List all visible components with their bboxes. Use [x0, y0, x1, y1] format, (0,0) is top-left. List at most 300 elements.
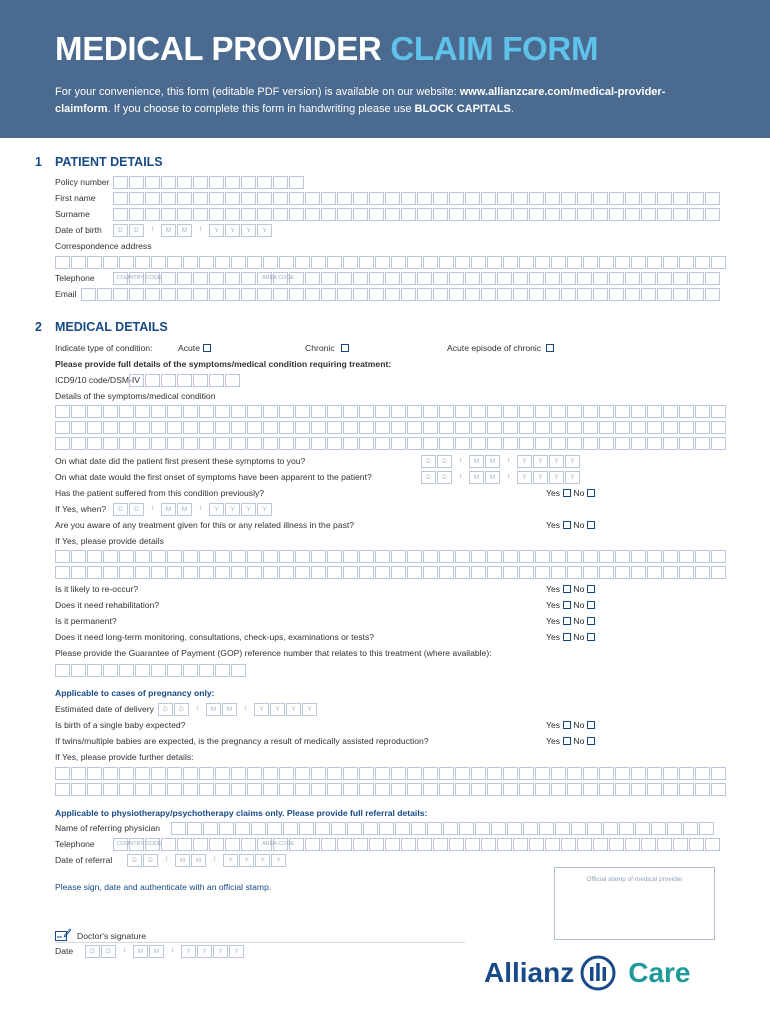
date-digit-box[interactable]: D — [129, 503, 144, 516]
char-box[interactable] — [417, 288, 432, 301]
char-box[interactable] — [673, 288, 688, 301]
char-box[interactable] — [625, 192, 640, 205]
char-box[interactable] — [337, 192, 352, 205]
char-box[interactable] — [695, 421, 710, 434]
char-box[interactable] — [519, 256, 534, 269]
char-box[interactable] — [295, 405, 310, 418]
acute-checkbox[interactable] — [203, 344, 211, 352]
char-box[interactable] — [119, 437, 134, 450]
char-box[interactable] — [103, 566, 118, 579]
char-box[interactable] — [209, 176, 224, 189]
char-box[interactable] — [545, 208, 560, 221]
date-digit-box[interactable]: Y — [197, 945, 212, 958]
char-box[interactable] — [503, 783, 518, 796]
char-box[interactable] — [129, 288, 144, 301]
char-box[interactable] — [699, 822, 714, 835]
char-box[interactable] — [465, 192, 480, 205]
char-box[interactable] — [529, 288, 544, 301]
char-box[interactable] — [167, 566, 182, 579]
char-box[interactable] — [539, 822, 554, 835]
char-box[interactable] — [375, 550, 390, 563]
char-box[interactable] — [459, 822, 474, 835]
char-box[interactable] — [247, 767, 262, 780]
first-onset-date[interactable] — [421, 471, 581, 484]
date-digit-box[interactable]: M — [485, 471, 500, 484]
char-box[interactable] — [625, 272, 640, 285]
char-box[interactable] — [151, 437, 166, 450]
date-digit-box[interactable]: D — [437, 455, 452, 468]
char-box[interactable] — [481, 208, 496, 221]
date-digit-box[interactable]: Y — [286, 703, 301, 716]
char-box[interactable] — [183, 256, 198, 269]
char-box[interactable] — [231, 550, 246, 563]
char-box[interactable] — [177, 208, 192, 221]
char-box[interactable] — [263, 405, 278, 418]
char-box[interactable] — [551, 437, 566, 450]
char-box[interactable] — [583, 783, 598, 796]
char-box[interactable] — [129, 192, 144, 205]
char-box[interactable] — [455, 550, 470, 563]
char-box[interactable] — [503, 421, 518, 434]
char-box[interactable] — [417, 272, 432, 285]
char-box[interactable] — [209, 272, 224, 285]
date-digit-box[interactable]: M — [485, 455, 500, 468]
char-box[interactable] — [251, 822, 266, 835]
char-box[interactable] — [231, 767, 246, 780]
char-box[interactable] — [583, 256, 598, 269]
date-digit-box[interactable]: Y — [517, 455, 532, 468]
char-box[interactable] — [599, 405, 614, 418]
char-box[interactable] — [711, 783, 726, 796]
char-box[interactable] — [279, 437, 294, 450]
details-field-1[interactable] — [55, 550, 727, 563]
char-box[interactable] — [311, 421, 326, 434]
char-box[interactable] — [705, 838, 720, 851]
char-box[interactable] — [385, 288, 400, 301]
char-box[interactable] — [327, 550, 342, 563]
char-box[interactable] — [375, 405, 390, 418]
char-box[interactable] — [71, 550, 86, 563]
char-box[interactable] — [71, 421, 86, 434]
char-box[interactable] — [375, 783, 390, 796]
char-box[interactable] — [647, 566, 662, 579]
date-digit-box[interactable]: Y — [209, 224, 224, 237]
if-yes-when-date[interactable] — [113, 503, 273, 516]
char-box[interactable] — [609, 272, 624, 285]
char-box[interactable] — [407, 437, 422, 450]
char-box[interactable] — [449, 838, 464, 851]
char-box[interactable] — [401, 192, 416, 205]
char-box[interactable] — [177, 288, 192, 301]
char-box[interactable] — [423, 437, 438, 450]
char-box[interactable] — [113, 288, 128, 301]
char-box[interactable] — [305, 208, 320, 221]
delivery-date[interactable] — [158, 703, 318, 716]
char-box[interactable] — [257, 288, 272, 301]
char-box[interactable] — [519, 767, 534, 780]
char-box[interactable] — [507, 822, 522, 835]
char-box[interactable] — [289, 192, 304, 205]
char-box[interactable] — [183, 767, 198, 780]
char-box[interactable] — [535, 405, 550, 418]
char-box[interactable] — [327, 783, 342, 796]
char-box[interactable] — [337, 272, 352, 285]
char-box[interactable] — [87, 437, 102, 450]
date-digit-box[interactable]: Y — [239, 854, 254, 867]
char-box[interactable] — [219, 822, 234, 835]
char-box[interactable] — [119, 421, 134, 434]
details-field-2[interactable] — [55, 566, 727, 579]
longterm-yes-no[interactable] — [546, 632, 595, 642]
char-box[interactable] — [151, 421, 166, 434]
acute-option[interactable] — [178, 343, 211, 354]
date-digit-box[interactable]: Y — [517, 471, 532, 484]
char-box[interactable] — [567, 405, 582, 418]
char-box[interactable] — [343, 783, 358, 796]
char-box[interactable] — [407, 767, 422, 780]
char-box[interactable] — [577, 838, 592, 851]
char-box[interactable] — [439, 783, 454, 796]
char-box[interactable] — [567, 437, 582, 450]
char-box[interactable] — [491, 822, 506, 835]
char-box[interactable] — [535, 256, 550, 269]
char-box[interactable] — [199, 421, 214, 434]
char-box[interactable] — [273, 176, 288, 189]
char-box[interactable] — [599, 767, 614, 780]
char-box[interactable] — [103, 405, 118, 418]
no-checkbox[interactable] — [587, 721, 595, 729]
char-box[interactable] — [475, 822, 490, 835]
char-box[interactable] — [151, 405, 166, 418]
char-box[interactable] — [183, 421, 198, 434]
date-digit-box[interactable]: Y — [255, 854, 270, 867]
char-box[interactable] — [673, 838, 688, 851]
char-box[interactable] — [87, 783, 102, 796]
char-box[interactable] — [379, 822, 394, 835]
yes-checkbox[interactable] — [563, 585, 571, 593]
char-box[interactable] — [481, 272, 496, 285]
char-box[interactable] — [177, 272, 192, 285]
date-digit-box[interactable]: Y — [254, 703, 269, 716]
char-box[interactable] — [231, 405, 246, 418]
date-digit-box[interactable]: Y — [209, 503, 224, 516]
char-box[interactable] — [183, 405, 198, 418]
char-box[interactable] — [391, 550, 406, 563]
char-box[interactable] — [619, 822, 634, 835]
suffered-yes-no[interactable] — [546, 488, 595, 498]
char-box[interactable] — [641, 838, 656, 851]
char-box[interactable] — [503, 437, 518, 450]
char-box[interactable] — [209, 838, 224, 851]
char-box[interactable] — [167, 405, 182, 418]
char-box[interactable] — [279, 421, 294, 434]
char-box[interactable] — [487, 566, 502, 579]
char-box[interactable] — [231, 783, 246, 796]
char-box[interactable] — [305, 288, 320, 301]
char-box[interactable] — [695, 767, 710, 780]
char-box[interactable] — [609, 192, 624, 205]
char-box[interactable] — [247, 405, 262, 418]
char-box[interactable] — [273, 288, 288, 301]
char-box[interactable] — [113, 192, 128, 205]
char-box[interactable] — [279, 767, 294, 780]
char-box[interactable] — [375, 256, 390, 269]
char-box[interactable] — [103, 783, 118, 796]
char-box[interactable] — [235, 822, 250, 835]
char-box[interactable] — [215, 783, 230, 796]
char-box[interactable] — [321, 208, 336, 221]
char-box[interactable] — [71, 405, 86, 418]
char-box[interactable] — [561, 192, 576, 205]
telephone-field[interactable] — [113, 272, 721, 285]
char-box[interactable] — [523, 822, 538, 835]
char-box[interactable] — [359, 405, 374, 418]
char-box[interactable] — [161, 288, 176, 301]
chronic-option[interactable] — [305, 343, 349, 354]
char-box[interactable] — [375, 767, 390, 780]
char-box[interactable] — [631, 405, 646, 418]
date-digit-box[interactable]: M — [161, 503, 176, 516]
char-box[interactable] — [187, 822, 202, 835]
char-box[interactable] — [583, 437, 598, 450]
char-box[interactable] — [391, 405, 406, 418]
char-box[interactable] — [599, 550, 614, 563]
char-box[interactable] — [87, 550, 102, 563]
char-box[interactable] — [561, 272, 576, 285]
char-box[interactable] — [369, 272, 384, 285]
char-box[interactable] — [401, 838, 416, 851]
char-box[interactable] — [555, 822, 570, 835]
date-digit-box[interactable]: Y — [549, 471, 564, 484]
char-box[interactable] — [119, 256, 134, 269]
char-box[interactable] — [695, 783, 710, 796]
char-box[interactable] — [135, 767, 150, 780]
char-box[interactable] — [455, 767, 470, 780]
char-box[interactable] — [295, 421, 310, 434]
char-box[interactable] — [545, 192, 560, 205]
char-box[interactable] — [455, 421, 470, 434]
date-digit-box[interactable]: Y — [549, 455, 564, 468]
char-box[interactable] — [151, 566, 166, 579]
char-box[interactable] — [199, 783, 214, 796]
char-box[interactable] — [315, 822, 330, 835]
char-box[interactable] — [257, 176, 272, 189]
char-box[interactable] — [129, 208, 144, 221]
website-link[interactable]: www.allianzcare.com/medical-provider-claimform — [55, 86, 666, 115]
date-digit-box[interactable]: M — [206, 703, 221, 716]
date-digit-box[interactable]: D — [113, 224, 128, 237]
date-digit-box[interactable]: M — [222, 703, 237, 716]
char-box[interactable] — [353, 838, 368, 851]
char-box[interactable] — [343, 421, 358, 434]
char-box[interactable] — [599, 783, 614, 796]
char-box[interactable] — [439, 256, 454, 269]
char-box[interactable] — [567, 550, 582, 563]
date-digit-box[interactable]: Y — [225, 224, 240, 237]
yes-checkbox[interactable] — [563, 521, 571, 529]
further-field-2[interactable] — [55, 783, 727, 796]
email-field[interactable] — [81, 288, 721, 301]
char-box[interactable] — [407, 256, 422, 269]
char-box[interactable] — [347, 822, 362, 835]
char-box[interactable] — [443, 822, 458, 835]
no-checkbox[interactable] — [587, 617, 595, 625]
char-box[interactable] — [503, 566, 518, 579]
char-box[interactable] — [599, 256, 614, 269]
date-digit-box[interactable]: M — [177, 224, 192, 237]
date-digit-box[interactable]: M — [469, 455, 484, 468]
char-box[interactable] — [583, 550, 598, 563]
yes-checkbox[interactable] — [563, 601, 571, 609]
first-name-field[interactable] — [113, 192, 721, 205]
char-box[interactable] — [167, 664, 182, 677]
char-box[interactable] — [583, 767, 598, 780]
char-box[interactable] — [311, 256, 326, 269]
char-box[interactable] — [631, 437, 646, 450]
char-box[interactable] — [673, 272, 688, 285]
char-box[interactable] — [103, 437, 118, 450]
char-box[interactable] — [471, 566, 486, 579]
char-box[interactable] — [455, 256, 470, 269]
char-box[interactable] — [609, 288, 624, 301]
char-box[interactable] — [567, 256, 582, 269]
date-digit-box[interactable]: M — [469, 471, 484, 484]
char-box[interactable] — [423, 550, 438, 563]
char-box[interactable] — [667, 822, 682, 835]
char-box[interactable] — [151, 767, 166, 780]
char-box[interactable] — [103, 256, 118, 269]
char-box[interactable] — [647, 437, 662, 450]
char-box[interactable] — [103, 421, 118, 434]
date-digit-box[interactable]: D — [127, 854, 142, 867]
no-checkbox[interactable] — [587, 601, 595, 609]
char-box[interactable] — [663, 437, 678, 450]
gop-field[interactable] — [55, 664, 247, 677]
char-box[interactable] — [55, 256, 70, 269]
char-box[interactable] — [331, 822, 346, 835]
char-box[interactable] — [567, 767, 582, 780]
char-box[interactable] — [391, 783, 406, 796]
char-box[interactable] — [711, 256, 726, 269]
char-box[interactable] — [401, 272, 416, 285]
char-box[interactable] — [135, 421, 150, 434]
char-box[interactable] — [327, 437, 342, 450]
ref-physician-field[interactable] — [171, 822, 715, 835]
char-box[interactable] — [583, 405, 598, 418]
char-box[interactable] — [247, 550, 262, 563]
char-box[interactable] — [535, 566, 550, 579]
date-digit-box[interactable]: Y — [257, 224, 272, 237]
char-box[interactable] — [71, 783, 86, 796]
char-box[interactable] — [455, 405, 470, 418]
char-box[interactable] — [135, 256, 150, 269]
char-box[interactable] — [513, 272, 528, 285]
char-box[interactable] — [247, 783, 262, 796]
date-digit-box[interactable]: Y — [271, 854, 286, 867]
char-box[interactable] — [193, 176, 208, 189]
char-box[interactable] — [433, 208, 448, 221]
char-box[interactable] — [215, 437, 230, 450]
char-box[interactable] — [225, 838, 240, 851]
char-box[interactable] — [423, 767, 438, 780]
char-box[interactable] — [321, 288, 336, 301]
char-box[interactable] — [241, 838, 256, 851]
char-box[interactable] — [241, 288, 256, 301]
char-box[interactable] — [567, 566, 582, 579]
char-box[interactable] — [215, 405, 230, 418]
char-box[interactable] — [81, 288, 96, 301]
char-box[interactable] — [689, 288, 704, 301]
char-box[interactable] — [679, 256, 694, 269]
char-box[interactable] — [551, 421, 566, 434]
date-digit-box[interactable]: Y — [225, 503, 240, 516]
char-box[interactable] — [663, 550, 678, 563]
date-digit-box[interactable]: D — [421, 471, 436, 484]
char-box[interactable] — [359, 437, 374, 450]
char-box[interactable] — [151, 256, 166, 269]
char-box[interactable] — [199, 256, 214, 269]
char-box[interactable] — [395, 822, 410, 835]
rehab-yes-no[interactable] — [546, 600, 595, 610]
date-digit-box[interactable]: Y — [229, 945, 244, 958]
char-box[interactable] — [225, 272, 240, 285]
char-box[interactable] — [119, 783, 134, 796]
yes-checkbox[interactable] — [563, 489, 571, 497]
char-box[interactable] — [657, 838, 672, 851]
char-box[interactable] — [193, 192, 208, 205]
char-box[interactable] — [609, 208, 624, 221]
char-box[interactable] — [631, 550, 646, 563]
char-box[interactable] — [647, 421, 662, 434]
char-box[interactable] — [55, 566, 70, 579]
date-digit-box[interactable]: M — [161, 224, 176, 237]
char-box[interactable] — [567, 421, 582, 434]
char-box[interactable] — [711, 437, 726, 450]
char-box[interactable] — [711, 550, 726, 563]
signature-date[interactable] — [85, 945, 245, 958]
char-box[interactable] — [711, 767, 726, 780]
char-box[interactable] — [487, 783, 502, 796]
char-box[interactable] — [465, 272, 480, 285]
char-box[interactable] — [55, 550, 70, 563]
char-box[interactable] — [199, 664, 214, 677]
char-box[interactable] — [615, 405, 630, 418]
char-box[interactable] — [657, 272, 672, 285]
char-box[interactable] — [577, 272, 592, 285]
reoccur-yes-no[interactable] — [546, 584, 595, 594]
char-box[interactable] — [385, 272, 400, 285]
char-box[interactable] — [71, 664, 86, 677]
no-checkbox[interactable] — [587, 737, 595, 745]
date-digit-box[interactable]: Y — [533, 471, 548, 484]
char-box[interactable] — [167, 767, 182, 780]
char-box[interactable] — [471, 783, 486, 796]
char-box[interactable] — [503, 550, 518, 563]
char-box[interactable] — [353, 192, 368, 205]
char-box[interactable] — [247, 566, 262, 579]
char-box[interactable] — [423, 783, 438, 796]
char-box[interactable] — [145, 288, 160, 301]
char-box[interactable] — [529, 192, 544, 205]
char-box[interactable] — [103, 664, 118, 677]
char-box[interactable] — [113, 208, 128, 221]
date-digit-box[interactable]: M — [191, 854, 206, 867]
date-digit-box[interactable]: M — [177, 503, 192, 516]
date-digit-box[interactable]: D — [113, 503, 128, 516]
char-box[interactable] — [497, 838, 512, 851]
char-box[interactable] — [615, 767, 630, 780]
date-digit-box[interactable]: Y — [565, 455, 580, 468]
